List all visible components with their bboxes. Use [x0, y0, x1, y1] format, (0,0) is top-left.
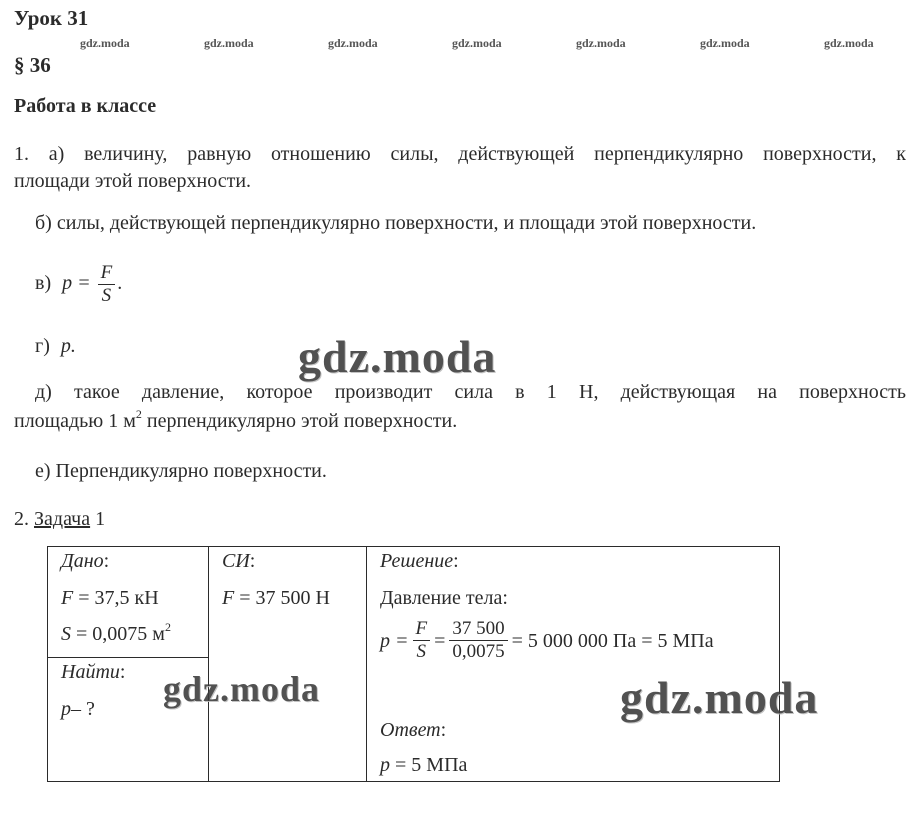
watermark-small: gdz.moda: [700, 36, 750, 50]
pressure-fraction: [98, 262, 116, 307]
otvet-label: [380, 716, 446, 744]
otvet-var: p: [380, 754, 390, 776]
answer-a-line1: 1. а) величину, равную отношению силы, действующей перпендикулярно поверхности, к: [14, 143, 906, 165]
lesson-heading: Урок 31: [14, 6, 89, 30]
watermark-small: gdz.moda: [576, 36, 626, 50]
section-heading: Работа в классе: [14, 95, 157, 117]
reshenie-label-text: Решение: [380, 550, 454, 572]
answer-d-pre: площадью 1 м: [14, 410, 136, 432]
reshenie-text: Давление тела:: [380, 587, 508, 609]
answer-e: е) Перпендикулярно поверхности.: [35, 460, 327, 482]
watermark-small: gdz.moda: [452, 36, 502, 50]
dano-area-val: = 0,0075 м: [76, 623, 165, 645]
dano-colon: :: [103, 550, 110, 572]
answer-g: [35, 332, 76, 360]
answer-d-line1: д) такое давление, которое производит сила в 1 Н, действующая на поверхность: [35, 381, 906, 403]
si-label: [222, 547, 255, 575]
answer-a-line2: площади этой поверхности.: [14, 170, 252, 192]
si-label-text: СИ: [222, 550, 250, 572]
dano-force-var: F: [61, 587, 74, 609]
si-force-val: = 37 500 Н: [239, 587, 330, 609]
dano-area: [61, 620, 171, 648]
solution-equals: =: [434, 629, 446, 652]
table-divider-col1: [208, 546, 209, 782]
naiti-label: [61, 658, 125, 686]
answer-v: [35, 262, 122, 307]
solution-fraction-1-den: S: [416, 641, 427, 662]
answer-g-formula: p.: [60, 335, 76, 357]
si-colon: :: [249, 550, 256, 572]
naiti-label-text: Найти: [61, 661, 120, 683]
dano-area-var: S: [61, 623, 71, 645]
solution-fraction-2-num: 37 500: [449, 618, 507, 641]
otvet-colon: :: [440, 719, 447, 741]
task2-heading: [14, 505, 105, 533]
solution-result: = 5 000 000 Па = 5 МПа: [511, 629, 714, 652]
answer-d-sup: 2: [135, 407, 142, 421]
naiti-var: p: [61, 698, 71, 720]
dano-label-text: Дано: [61, 550, 104, 572]
answer-v-label: в): [35, 272, 52, 295]
answer-d-post: перпендикулярно этой поверхности.: [141, 410, 458, 432]
watermark-small: gdz.moda: [80, 36, 130, 50]
si-force: [222, 584, 330, 612]
answer-b: б) силы, действующей перпендикулярно поверхности, и площади этой поверхности.: [35, 212, 757, 234]
dano-force: [61, 584, 159, 612]
solution-fraction-1-num: F: [413, 618, 431, 641]
solution-fraction-2: [449, 618, 507, 663]
solution-formula: [380, 618, 714, 663]
otvet-value: [380, 751, 467, 779]
solution-fraction-2-den: 0,0075: [452, 641, 505, 662]
solution-fraction-1: [413, 618, 431, 663]
otvet-val: = 5 МПа: [395, 754, 468, 776]
table-divider-col2: [366, 546, 367, 782]
answer-g-label: г): [35, 335, 50, 357]
dano-force-val: = 37,5 кН: [78, 587, 159, 609]
task2-title: Задача: [34, 508, 91, 530]
dano-area-sup: 2: [164, 620, 171, 634]
watermark-small: gdz.moda: [204, 36, 254, 50]
dano-label: [61, 547, 109, 575]
si-force-var: F: [222, 587, 235, 609]
naiti-value: [61, 695, 95, 723]
reshenie-label: [380, 547, 459, 575]
watermark-large: gdz.moda: [620, 672, 819, 723]
task2-number: 2.: [14, 508, 29, 530]
naiti-colon: :: [119, 661, 126, 683]
table-border-right: [779, 546, 780, 782]
fraction-numerator: F: [98, 262, 116, 285]
watermark-large: gdz.moda: [298, 331, 497, 382]
solution-formula-lhs: p =: [380, 629, 409, 652]
task2-title-number: 1: [95, 508, 106, 530]
watermark-small: gdz.moda: [824, 36, 874, 50]
table-border-bottom: [47, 781, 780, 782]
table-border-left: [47, 546, 48, 782]
fraction-denominator: S: [101, 285, 112, 306]
watermark-small: gdz.moda: [328, 36, 378, 50]
formula-period: .: [117, 272, 123, 295]
reshenie-colon: :: [453, 550, 459, 572]
naiti-val: – ?: [71, 698, 95, 720]
paragraph-heading: § 36: [14, 53, 51, 77]
pressure-formula-lhs: p =: [62, 272, 91, 295]
answer-d-line2: [14, 407, 457, 435]
otvet-label-text: Ответ: [380, 719, 441, 741]
watermark-large: gdz.moda: [163, 669, 321, 709]
